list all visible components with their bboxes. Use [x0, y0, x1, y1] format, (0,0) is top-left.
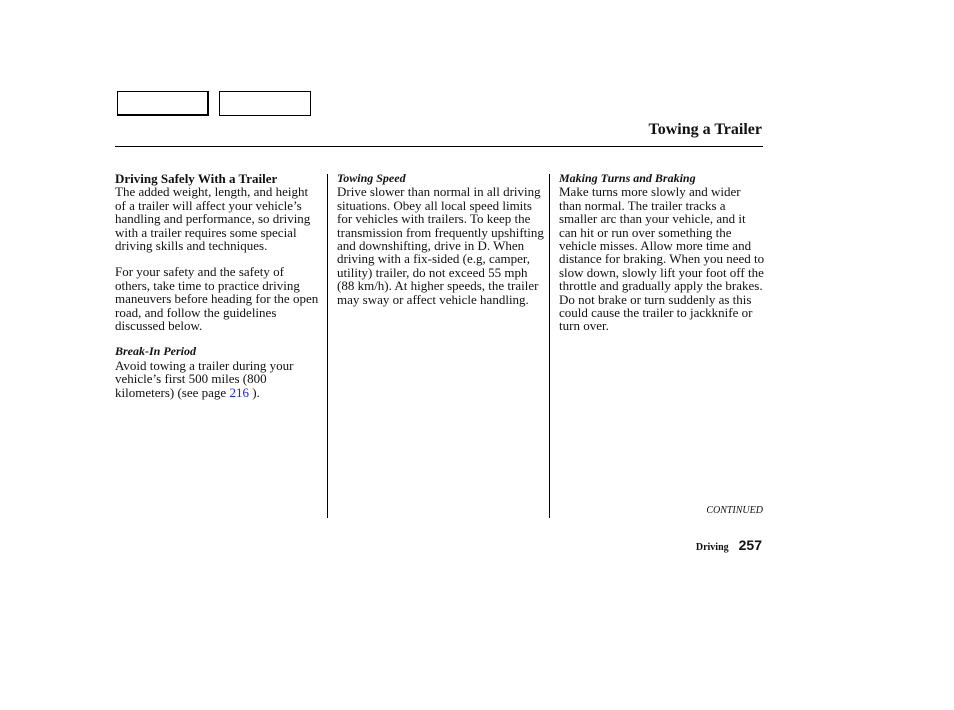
header-rule: [115, 146, 763, 147]
body-text: ).: [248, 384, 260, 400]
subsection-heading: Making Turns and Braking: [559, 171, 696, 185]
body-text: Avoid towing a trailer during your vehicle’s first 500 miles (800 kilometers) (see page: [115, 357, 294, 400]
column-1: [115, 172, 321, 399]
column-divider: [549, 174, 550, 518]
section-heading: Driving Safely With a Trailer: [115, 171, 278, 186]
page-reference-link[interactable]: 216: [229, 384, 249, 400]
page-footer: [696, 537, 762, 555]
column-3: [559, 172, 765, 333]
body-paragraph: For your safety and the safety of others, take time to practice driving maneuvers before heading for the open road, and follow the guidelines discussed below.: [115, 264, 319, 334]
page-number: 257: [738, 537, 762, 553]
body-paragraph: Drive slower than normal in all driving situations. Obey all local speed limits for vehicles with trailers. To keep the transmission from frequently upshifting and downshifting, drive in D. When driving with a fix-sided (e.g, camper, utility) trailer, do not exceed 55 mph (88 km/h). At higher speeds, the trailer may sway or affect vehicle handling.: [337, 184, 544, 307]
page-title: Towing a Trailer: [648, 121, 762, 138]
nav-button-index[interactable]: [219, 91, 311, 116]
continued-note: CONTINUED: [706, 505, 763, 516]
nav-button-main-menu[interactable]: [117, 91, 209, 116]
subsection-heading: Towing Speed: [337, 171, 406, 185]
footer-section-label: Driving: [695, 542, 729, 553]
subsection-heading: Break-In Period: [115, 344, 196, 359]
column-divider: [327, 174, 328, 518]
body-paragraph: Make turns more slowly and wider than normal. The trailer tracks a smaller arc than your vehicle, and it can hit or run over something the vehicle misses. Allow more time and distance for braking. When you need to slow down, slowly lift your foot off the throttle and gradually apply the brakes. Do not brake or turn suddenly as this could cause the trailer to jackknife or turn over.: [559, 184, 765, 334]
body-paragraph: [115, 359, 321, 399]
column-2: [337, 172, 545, 306]
body-paragraph: The added weight, length, and height of a trailer will affect your vehicle’s handling and performance, so driving with a trailer requires some special driving skills and techniques.: [115, 184, 311, 254]
